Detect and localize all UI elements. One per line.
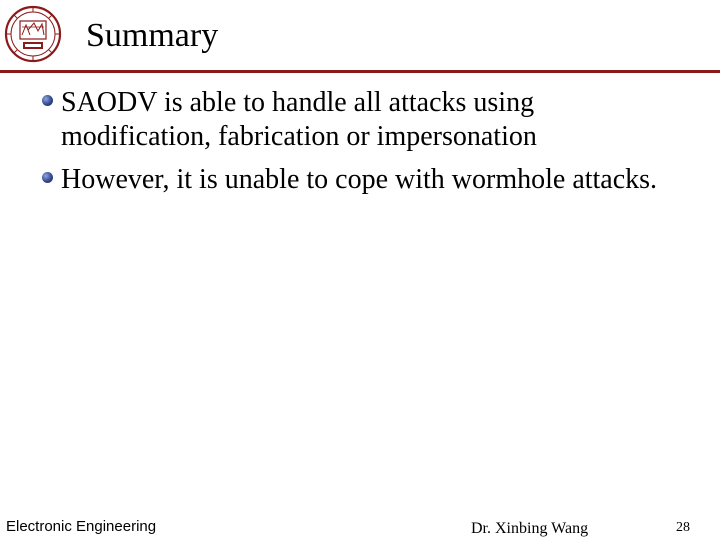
page-number: 28: [676, 520, 690, 535]
bullet-text: However, it is unable to cope with wormhole attacks.: [61, 164, 658, 195]
sphere-bullet-icon: [42, 172, 53, 183]
sphere-bullet-icon: [42, 95, 53, 106]
title-divider: [0, 70, 720, 73]
slide-title: Summary: [86, 17, 219, 54]
bullet-item: [40, 86, 660, 154]
bullet-text: SAODV is able to handle all attacks using modification, fabrication or impersonation: [61, 87, 537, 152]
footer-department: Electronic Engineering: [6, 518, 157, 535]
bullet-list: [40, 86, 660, 206]
footer-author: Dr. Xinbing Wang: [471, 520, 589, 537]
bullet-item: [40, 163, 660, 197]
university-seal-logo: [4, 5, 62, 63]
